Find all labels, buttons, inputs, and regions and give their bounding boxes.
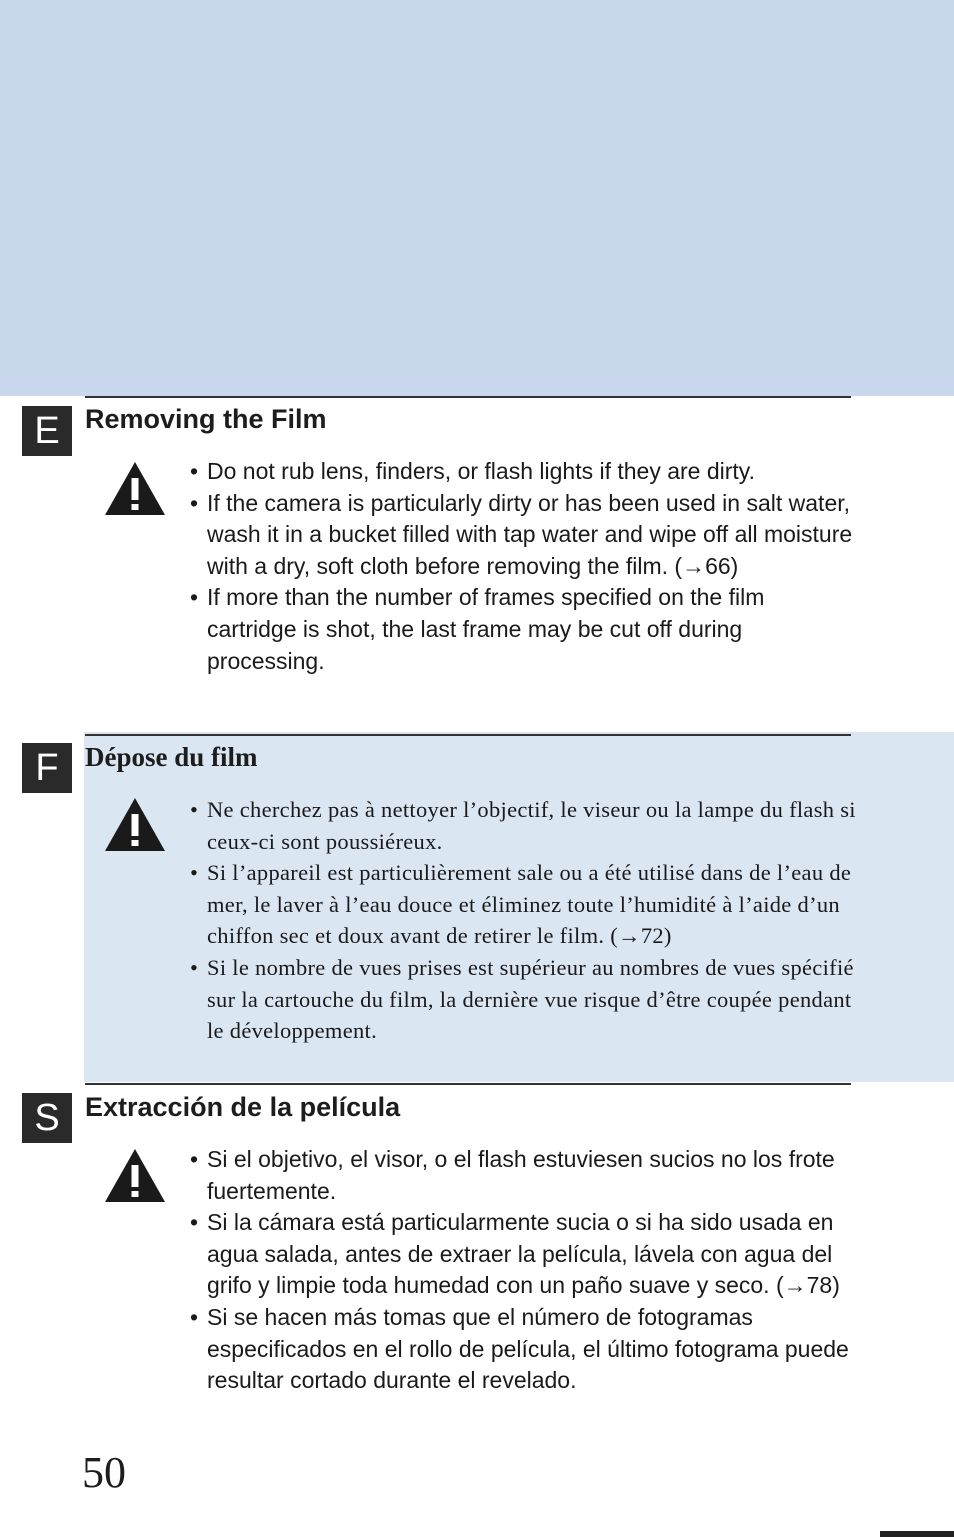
section-divider — [85, 734, 851, 736]
list-item: • Si le nombre de vues prises est supérieur au nombres de vues spécifié sur la cartouche du film, la dernière vue risque d’être coupée pendant le développement. — [190, 952, 858, 1047]
list-item: • If more than the number of frames specified on the film cartridge is shot, the last frame may be cut off during processing. — [190, 582, 858, 677]
page-number: 50 — [82, 1448, 126, 1497]
list-item: • Ne cherchez pas à nettoyer l’objectif, le viseur ou la lampe du flash si ceux-ci sont poussiéreux. — [190, 794, 858, 857]
top-color-band — [0, 0, 954, 396]
language-badge-french: F — [22, 743, 72, 793]
section-divider — [85, 1083, 851, 1085]
section-title: Dépose du film — [85, 742, 258, 772]
section-title: Removing the Film — [85, 404, 327, 434]
notes-list — [190, 794, 858, 1047]
notes-list — [190, 1144, 858, 1397]
bottom-edge-mark — [880, 1531, 954, 1537]
list-item: • If the camera is particularly dirty or has been used in salt water, wash it in a bucket filled with tap water and wipe off all moisture with a dry, soft cloth before removing the film. (→66) — [190, 488, 858, 583]
notes-list — [190, 456, 858, 677]
section-divider — [85, 396, 851, 398]
warning-triangle-icon — [102, 794, 168, 854]
language-badge-spanish: S — [22, 1093, 72, 1143]
list-item: • Si se hacen más tomas que el número de fotogramas especificados en el rollo de película, el último fotograma puede resultar cortado durante el revelado. — [190, 1302, 858, 1397]
list-item: • Si l’appareil est particulièrement sale ou a été utilisé dans de l’eau de mer, le laver à l’eau douce et éliminez toute l’humidité à l’aide d’un chiffon sec et doux avant de retirer le film. (→72) — [190, 857, 858, 952]
list-item: • Si el objetivo, el visor, o el flash estuviesen sucios no los frote fuertemente. — [190, 1144, 858, 1207]
list-item: • Si la cámara está particularmente sucia o si ha sido usada en agua salada, antes de extraer la película, lávela con agua del grifo y limpie toda humedad con un paño suave y seco. (→78) — [190, 1207, 858, 1302]
warning-triangle-icon — [102, 458, 168, 518]
warning-triangle-icon — [102, 1145, 168, 1205]
language-badge-english: E — [22, 406, 72, 456]
list-item: • Do not rub lens, finders, or flash lights if they are dirty. — [190, 456, 858, 488]
section-title: Extracción de la película — [85, 1092, 401, 1122]
